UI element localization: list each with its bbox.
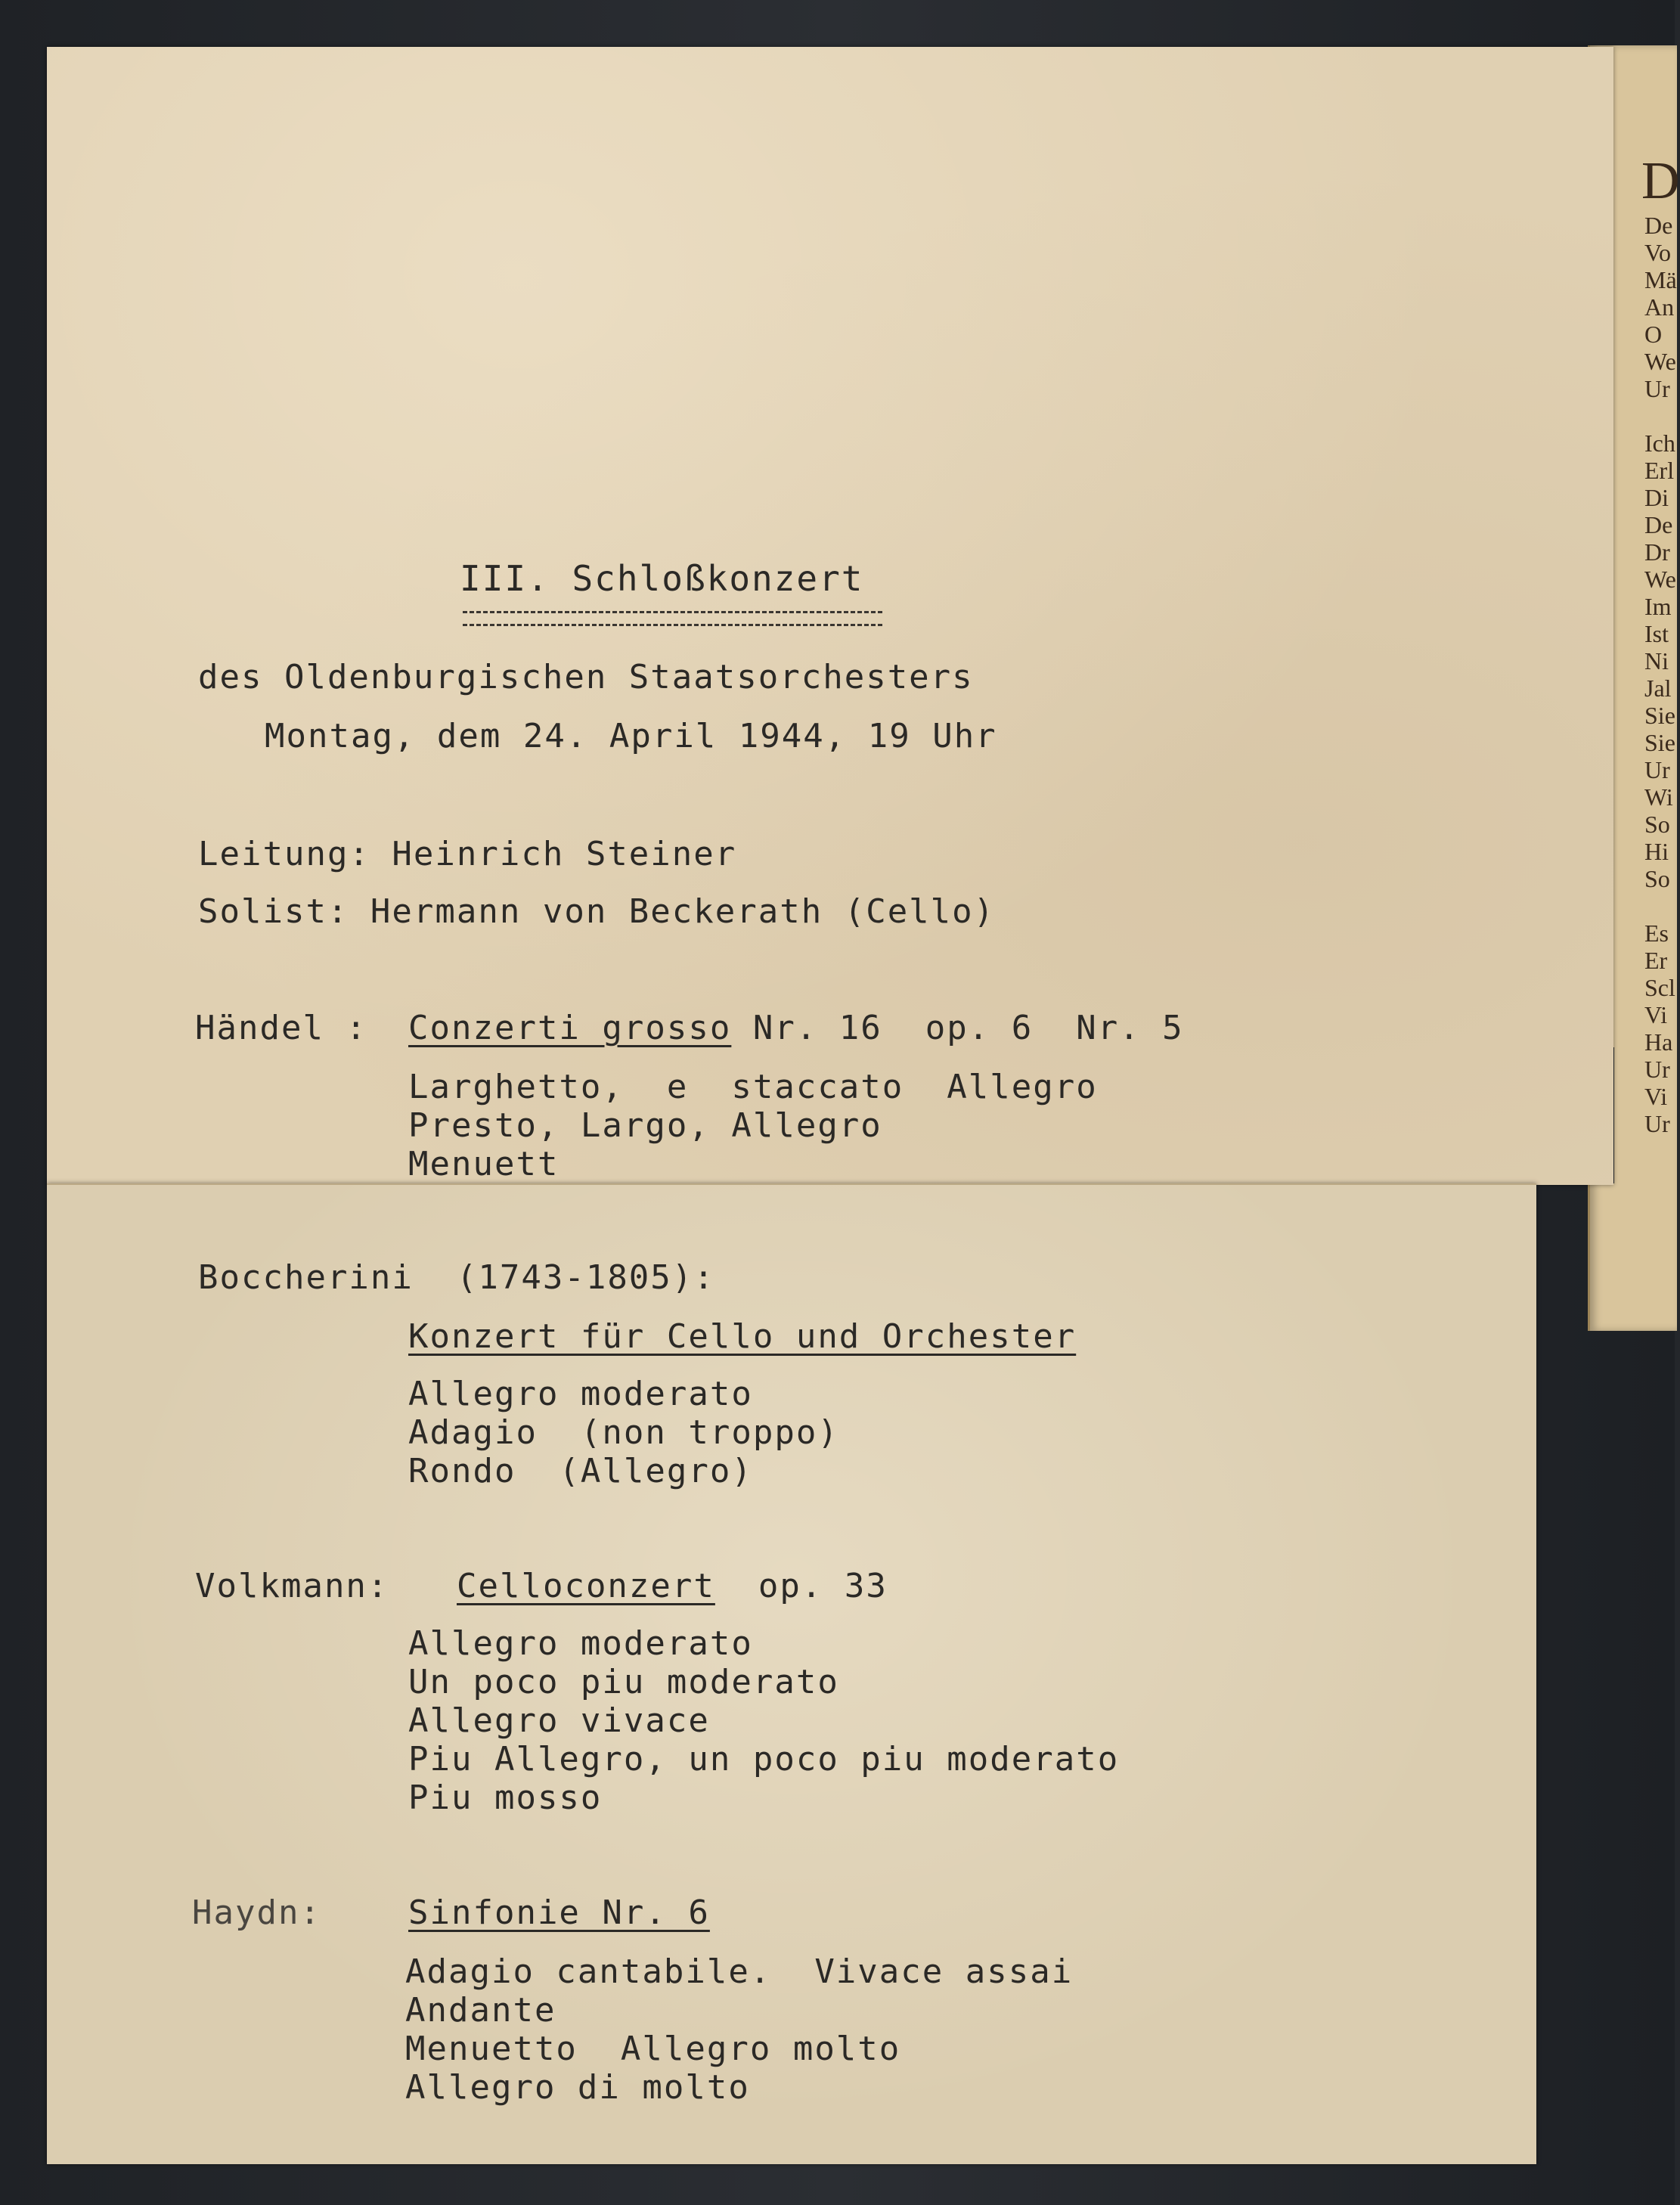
- adjacent-page-line: Ist: [1644, 620, 1669, 647]
- adjacent-page-heading: D: [1641, 152, 1680, 210]
- adjacent-page-line: Ur: [1644, 1056, 1670, 1083]
- adjacent-page-line: Wi: [1644, 783, 1673, 811]
- movement-line: Adagio cantabile. Vivace assai: [405, 1952, 1074, 1991]
- movement-line: Allegro di molto: [405, 2068, 750, 2107]
- composer-name: Volkmann:: [195, 1567, 389, 1605]
- work-opus: Nr. 16 op. 6 Nr. 5: [731, 1009, 1184, 1047]
- orchestra-line: des Oldenburgischen Staatsorchesters: [198, 658, 974, 696]
- movement-line: Rondo (Allegro): [408, 1452, 753, 1490]
- work-line: [457, 1567, 888, 1605]
- adjacent-page-line: Ur: [1644, 756, 1670, 783]
- adjacent-page-line: Ha: [1644, 1028, 1673, 1056]
- adjacent-page-line: Sie: [1644, 729, 1675, 756]
- adjacent-page-line: Es: [1644, 920, 1669, 947]
- composer-name: Boccherini: [198, 1258, 414, 1297]
- adjacent-page-line: De: [1644, 212, 1673, 239]
- movement-line: Allegro moderato: [408, 1624, 753, 1663]
- movement-line: Menuetto Allegro molto: [405, 2030, 901, 2068]
- title-double-rule: [463, 611, 882, 626]
- adjacent-page-line: So: [1644, 865, 1670, 892]
- composer-separator: :: [324, 1009, 389, 1047]
- work-title: Sinfonie Nr. 6: [408, 1893, 710, 1932]
- adjacent-page-line: Ur: [1644, 375, 1670, 402]
- work-title: Celloconzert: [457, 1567, 715, 1605]
- movement-line: Andante: [405, 1991, 556, 2030]
- adjacent-page-line: Ur: [1644, 1110, 1670, 1137]
- composer-name: Händel: [195, 1009, 324, 1047]
- adjacent-page-line: O: [1644, 321, 1663, 348]
- movement-line: Allegro moderato: [408, 1375, 753, 1413]
- work-title: Conzerti grosso: [408, 1009, 732, 1047]
- adjacent-page-line: Hi: [1644, 838, 1669, 865]
- movement-line: Allegro vivace: [408, 1701, 710, 1740]
- movement-line: Piu mosso: [408, 1779, 603, 1817]
- adjacent-page-line: Jal: [1644, 675, 1672, 702]
- adjacent-page-line: De: [1644, 511, 1673, 538]
- adjacent-page-line: So: [1644, 811, 1670, 838]
- adjacent-page-line: Im: [1644, 593, 1672, 620]
- adjacent-page-line: We: [1644, 566, 1676, 593]
- composer-name: Haydn:: [192, 1893, 321, 1932]
- date-line: Montag, dem 24. April 1944, 19 Uhr: [265, 717, 997, 755]
- adjacent-page-line: Vi: [1644, 1001, 1668, 1028]
- adjacent-page-line: Vi: [1644, 1083, 1668, 1110]
- program-item-handel: [195, 1009, 389, 1047]
- adjacent-page-line: Mä: [1644, 266, 1677, 293]
- work-line: [408, 1317, 1076, 1356]
- work-line: [408, 1009, 1184, 1047]
- soloist-line: Solist: Hermann von Beckerath (Cello): [198, 892, 996, 931]
- conductor-line: Leitung: Heinrich Steiner: [198, 835, 737, 873]
- adjacent-page-line: Dr: [1644, 538, 1670, 566]
- program-item-haydn: [192, 1893, 321, 1932]
- composer-dates: (1743-1805):: [413, 1258, 715, 1297]
- adjacent-page-line: Ich: [1644, 430, 1675, 457]
- adjacent-page-line: Er: [1644, 947, 1668, 974]
- movement-line: Larghetto, e staccato Allegro: [408, 1068, 1098, 1106]
- program-item-volkmann: [195, 1567, 389, 1605]
- adjacent-page-line: Di: [1644, 484, 1669, 511]
- work-title: Konzert für Cello und Orchester: [408, 1317, 1077, 1356]
- program-item-boccherini: [198, 1258, 715, 1297]
- concert-title: III. Schloßkonzert: [460, 558, 864, 599]
- movement-line: Presto, Largo, Allegro: [408, 1106, 882, 1145]
- adjacent-page-line: Scl: [1644, 974, 1675, 1001]
- work-line: [408, 1893, 710, 1932]
- adjacent-page-line: An: [1644, 293, 1675, 321]
- movement-line: Adagio (non troppo): [408, 1413, 839, 1452]
- movement-line: Menuett: [408, 1145, 559, 1183]
- adjacent-page-line: Ni: [1644, 647, 1669, 675]
- movement-line: Un poco piu moderato: [408, 1663, 839, 1701]
- adjacent-page-line: Vo: [1644, 239, 1671, 266]
- adjacent-page-line: We: [1644, 348, 1676, 375]
- adjacent-page-line: Erl: [1644, 457, 1675, 484]
- adjacent-page-line: Sie: [1644, 702, 1675, 729]
- movement-line: Piu Allegro, un poco piu moderato: [408, 1740, 1120, 1779]
- work-opus: op. 33: [714, 1567, 888, 1605]
